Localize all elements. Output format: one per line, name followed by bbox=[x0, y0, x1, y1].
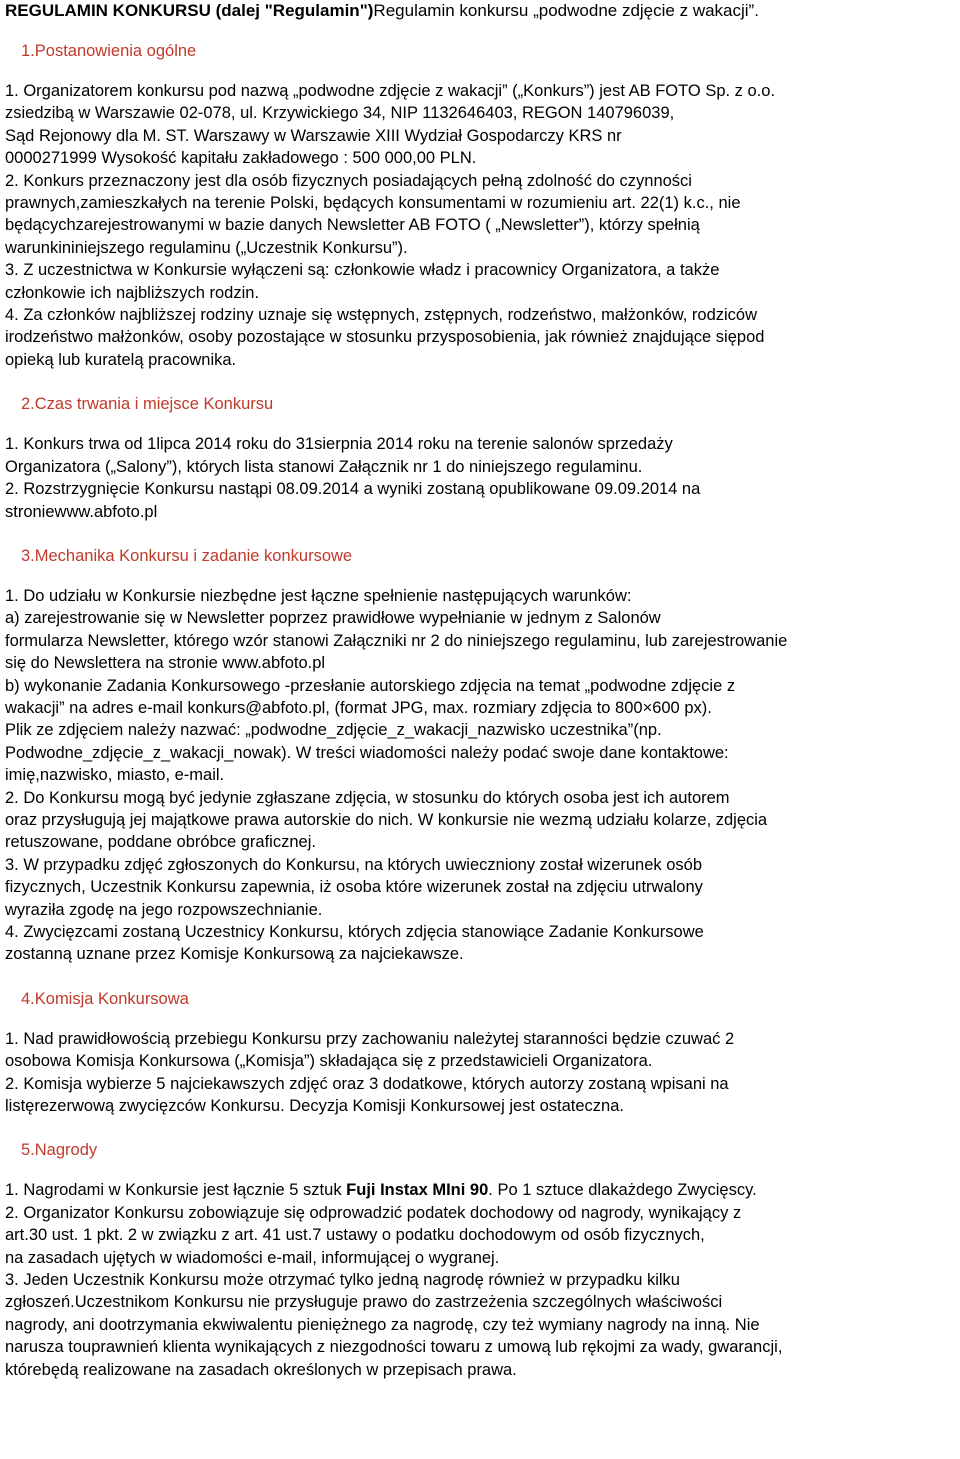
paragraph-line: 3. Jeden Uczestnik Konkursu może otrzymać tylko jedną nagrodę również w przypadku kilku bbox=[5, 1271, 680, 1290]
prize-line-before: 1. Nagrodami w Konkursie jest łącznie 5 sztuk bbox=[5, 1181, 347, 1200]
paragraph-line: się do Newslettera na stronie www.abfoto.pl bbox=[5, 654, 326, 673]
paragraph-line: stroniewww.abfoto.pl bbox=[5, 502, 158, 521]
section-prizes bbox=[5, 1139, 960, 1381]
paragraph-line: zostanną uznane przez Komisje Konkursową za najciekawsze. bbox=[5, 945, 464, 964]
paragraph-line: 1. Nad prawidłowością przebiegu Konkursu przy zachowaniu należytej staranności będzie czuwać 2 bbox=[5, 1029, 735, 1048]
paragraph-line: retuszowane, poddane obróbce graficznej. bbox=[5, 833, 316, 852]
section-heading: 5.Nagrody bbox=[21, 1141, 98, 1160]
paragraph-line: 1. Konkurs trwa od 1lipca 2014 roku do 31sierpnia 2014 roku na terenie salonów sprzedaży bbox=[5, 435, 673, 454]
paragraph-line: Plik ze zdjęciem należy nazwać: „podwodne_zdjęcie_z_wakacji_nazwisko uczestnika”(np. bbox=[5, 721, 662, 740]
paragraph-line: narusza touprawnień klienta wynikających z niezgodności towaru z umową lub rękojmi za wady, gwarancji, bbox=[5, 1338, 783, 1357]
document-title bbox=[5, 0, 960, 22]
paragraph-line: fizycznych, Uczestnik Konkursu zapewnia, iż osoba które wizerunek został na zdjęciu utrwalony bbox=[5, 878, 703, 897]
section-heading: 4.Komisja Konkursowa bbox=[21, 989, 189, 1008]
section-duration-location bbox=[5, 393, 960, 523]
paragraph-line: 3. W przypadku zdjęć zgłoszonych do Konkursu, na których uwieczniony został wizerunek osób bbox=[5, 855, 703, 874]
section-general-provisions bbox=[5, 40, 960, 371]
paragraph-line: Podwodne_zdjęcie_z_wakacji_nowak). W treści wiadomości należy podać swoje dane kontaktowe: bbox=[5, 743, 729, 762]
paragraph-line: 2. Do Konkursu mogą być jedynie zgłaszane zdjęcia, w stosunku do których osoba jest ich autorem bbox=[5, 788, 730, 807]
paragraph-line: 1. Do udziału w Konkursie niezbędne jest łączne spełnienie następujących warunków: bbox=[5, 586, 632, 605]
paragraph-line: wyraziła zgodę na jego rozpowszechnianie. bbox=[5, 900, 323, 919]
paragraph-line: którebędą realizowane na zasadach określonych w przepisach prawa. bbox=[5, 1360, 517, 1379]
section-heading: 1.Postanowienia ogólne bbox=[21, 42, 197, 60]
paragraph-line: Sąd Rejonowy dla M. ST. Warszawy w Warszawie XIII Wydział Gospodarczy KRS nr bbox=[5, 126, 622, 145]
section-competition-committee bbox=[5, 988, 960, 1118]
section-heading: 2.Czas trwania i miejsce Konkursu bbox=[21, 395, 274, 414]
paragraph-line: 1. Organizatorem konkursu pod nazwą „podwodne zdjęcie z wakacji” („Konkurs”) jest AB FOTO Sp. z o.o. bbox=[5, 82, 776, 100]
paragraph-line: wakacji” na adres e-mail konkurs@abfoto.pl, (format JPG, max. rozmiary zdjęcia to 800×600 px). bbox=[5, 698, 712, 717]
paragraph-line: 2. Organizator Konkursu zobowiązuje się odprowadzić podatek dochodowy od nagrody, wynikający z bbox=[5, 1203, 742, 1222]
prize-name: Fuji Instax MIni 90 bbox=[346, 1181, 489, 1200]
paragraph-line: członkowie ich najbliższych rodzin. bbox=[5, 283, 260, 302]
paragraph-line: zsiedzibą w Warszawie 02-078, ul. Krzywickiego 34, NIP 1132646403, REGON 140796039, bbox=[5, 104, 675, 123]
paragraph-line: 3. Z uczestnictwa w Konkursie wyłączeni są: członkowie władz i pracownicy Organizatora, a także bbox=[5, 261, 720, 280]
paragraph-line: 4. Zwycięzcami zostaną Uczestnicy Konkursu, których zdjęcia stanowiące Zadanie Konkursowe bbox=[5, 923, 704, 941]
document-title-rest: Regulamin konkursu „podwodne zdjęcie z wakacji”. bbox=[373, 1, 759, 20]
paragraph-line: 0000271999 Wysokość kapitału zakładowego : 500 000,00 PLN. bbox=[5, 149, 477, 168]
section-mechanics-task bbox=[5, 545, 960, 966]
paragraph-line: art.30 ust. 1 pkt. 2 w związku z art. 41 ust.7 ustawy o podatku dochodowym od osób fizycznych, bbox=[5, 1226, 705, 1245]
paragraph-line: Organizatora („Salony”), których lista stanowi Załącznik nr 1 do niniejszego regulaminu. bbox=[5, 457, 643, 476]
paragraph-line: zgłoszeń.Uczestnikom Konkursu nie przysługuje prawo do zastrzeżenia szczególnych właściwości bbox=[5, 1293, 723, 1312]
document-title-bold: REGULAMIN KONKURSU (dalej "Regulamin") bbox=[5, 1, 374, 20]
paragraph-line: będącychzarejestrowanymi w bazie danych Newsletter AB FOTO ( „Newsletter”), którzy spełnią bbox=[5, 216, 700, 235]
paragraph-line: prawnych,zamieszkałych na terenie Polski, będących konsumentami w rozumieniu art. 22(1) k.c., nie bbox=[5, 194, 741, 213]
paragraph-line: 4. Za członków najbliższej rodziny uznaje się wstępnych, zstępnych, rodzeństwo, małżonków, rodziców bbox=[5, 306, 758, 325]
paragraph-line: irodzeństwo małżonków, osoby pozostające w stosunku przysposobienia, jak również znajdujące siępod bbox=[5, 328, 765, 347]
paragraph-line: b) wykonanie Zadania Konkursowego -przesłanie autorskiego zdjęcia na temat „podwodne zdjęcie z bbox=[5, 676, 736, 695]
paragraph-line: a) zarejestrowanie się w Newsletter poprzez prawidłowe wypełnianie w jednym z Salonów bbox=[5, 609, 661, 628]
paragraph-line: nagrody, ani dootrzymania ekwiwalentu pieniężnego za nagrodę, czy też wymiany nagrody na inną. Nie bbox=[5, 1315, 760, 1334]
paragraph-line: formularza Newsletter, którego wzór stanowi Załączniki nr 2 do niniejszego regulaminu, lub zarejestrowanie bbox=[5, 631, 788, 650]
paragraph-line: na zasadach ujętych w wiadomości e-mail, informującej o wygranej. bbox=[5, 1248, 500, 1267]
paragraph-line: 2. Komisja wybierze 5 najciekawszych zdjęć oraz 3 dodatkowe, których autorzy zostaną wpisani na bbox=[5, 1074, 729, 1093]
paragraph-line: warunkininiejszego regulaminu („Uczestnik Konkursu”). bbox=[5, 238, 408, 257]
paragraph-line: 2. Rozstrzygnięcie Konkursu nastąpi 08.09.2014 a wyniki zostaną opublikowane 09.09.2014 na bbox=[5, 480, 701, 499]
paragraph-line: listęrezerwową zwycięzców Konkursu. Decyzja Komisji Konkursowej jest ostateczna. bbox=[5, 1097, 624, 1116]
paragraph-line: imię,nazwisko, miasto, e-mail. bbox=[5, 766, 225, 785]
prize-line-after: . Po 1 sztuce dlakażdego Zwycięscy. bbox=[488, 1181, 757, 1200]
prize-line bbox=[5, 1179, 960, 1201]
section-heading: 3.Mechanika Konkursu i zadanie konkursowe bbox=[21, 546, 353, 565]
paragraph-line: oraz przysługują jej majątkowe prawa autorskie do nich. W konkursie nie wezmą udziału kolarze, zdjęcia bbox=[5, 810, 768, 829]
paragraph-line: osobowa Komisja Konkursowa („Komisja”) składająca się z przedstawicieli Organizatora. bbox=[5, 1052, 653, 1071]
paragraph-line: 2. Konkurs przeznaczony jest dla osób fizycznych posiadających pełną zdolność do czynności bbox=[5, 171, 692, 190]
paragraph-line: opieką lub kuratelą pracownika. bbox=[5, 350, 237, 369]
